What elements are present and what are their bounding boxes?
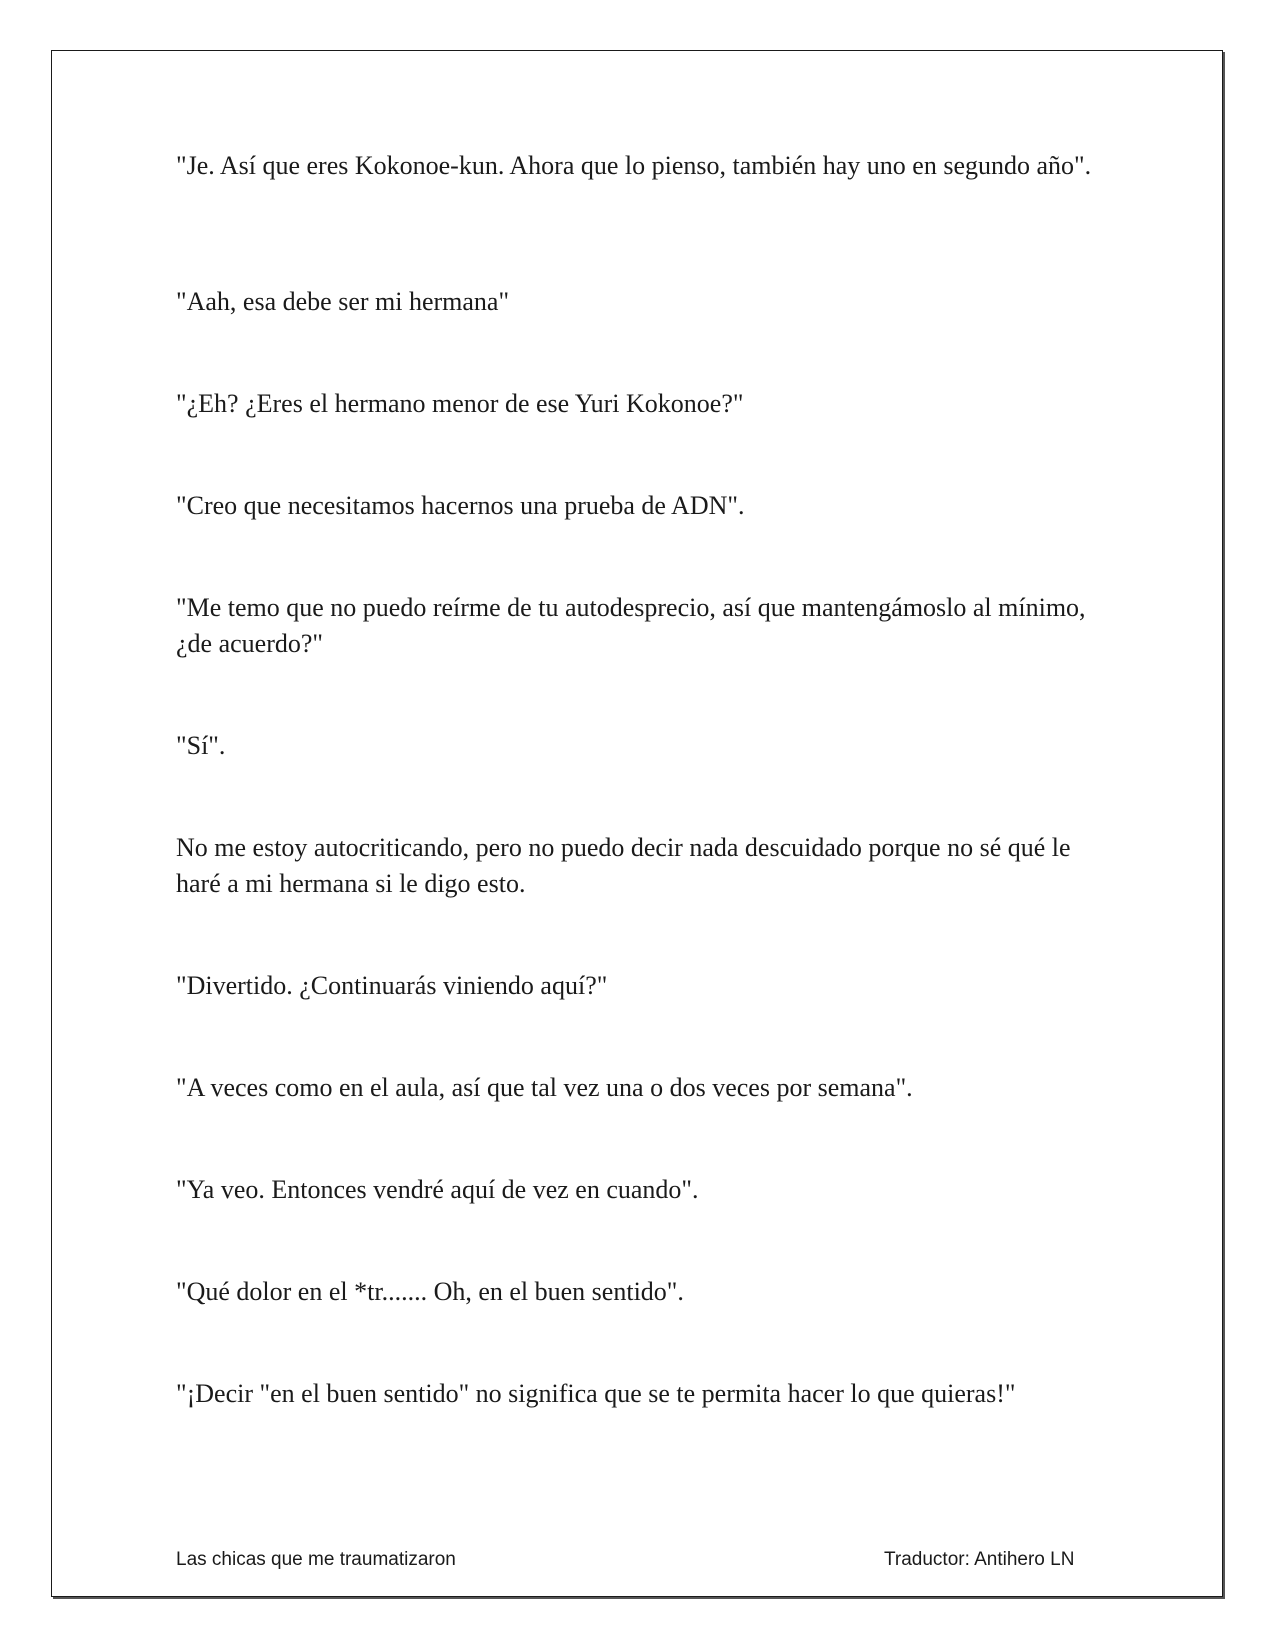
paragraph: "Qué dolor en el *tr....... Oh, en el buen sentido". <box>176 1277 684 1306</box>
paragraph: "A veces como en el aula, así que tal vez una o dos veces por semana". <box>176 1073 913 1102</box>
paragraph: "¿Eh? ¿Eres el hermano menor de ese Yuri Kokonoe?" <box>176 389 744 418</box>
paragraph: "Aah, esa debe ser mi hermana" <box>176 287 510 316</box>
paragraph: "¡Decir "en el buen sentido" no significa que se te permita hacer lo que quieras!" <box>176 1379 1016 1408</box>
footer-translator: Traductor: Antihero LN <box>884 1549 1075 1570</box>
footer-title: Las chicas que me traumatizaron <box>176 1549 456 1570</box>
paragraph: "Je. Así que eres Kokonoe-kun. Ahora que lo pienso, también hay uno en segundo año". <box>176 151 1092 180</box>
paragraph: "Me temo que no puedo reírme de tu autodesprecio, así que mantengámoslo al mínimo, ¿de acuerdo?" <box>176 593 1086 658</box>
paragraph: "Ya veo. Entonces vendré aquí de vez en cuando". <box>176 1175 699 1204</box>
paragraph: "Creo que necesitamos hacernos una prueba de ADN". <box>176 491 745 520</box>
paragraph: No me estoy autocriticando, pero no puedo decir nada descuidado porque no sé qué le haré a mi hermana si le digo esto. <box>176 833 1071 898</box>
paragraph: "Divertido. ¿Continuarás viniendo aquí?" <box>176 971 608 1000</box>
paragraph: "Sí". <box>176 731 226 760</box>
page-border <box>51 50 1223 1597</box>
